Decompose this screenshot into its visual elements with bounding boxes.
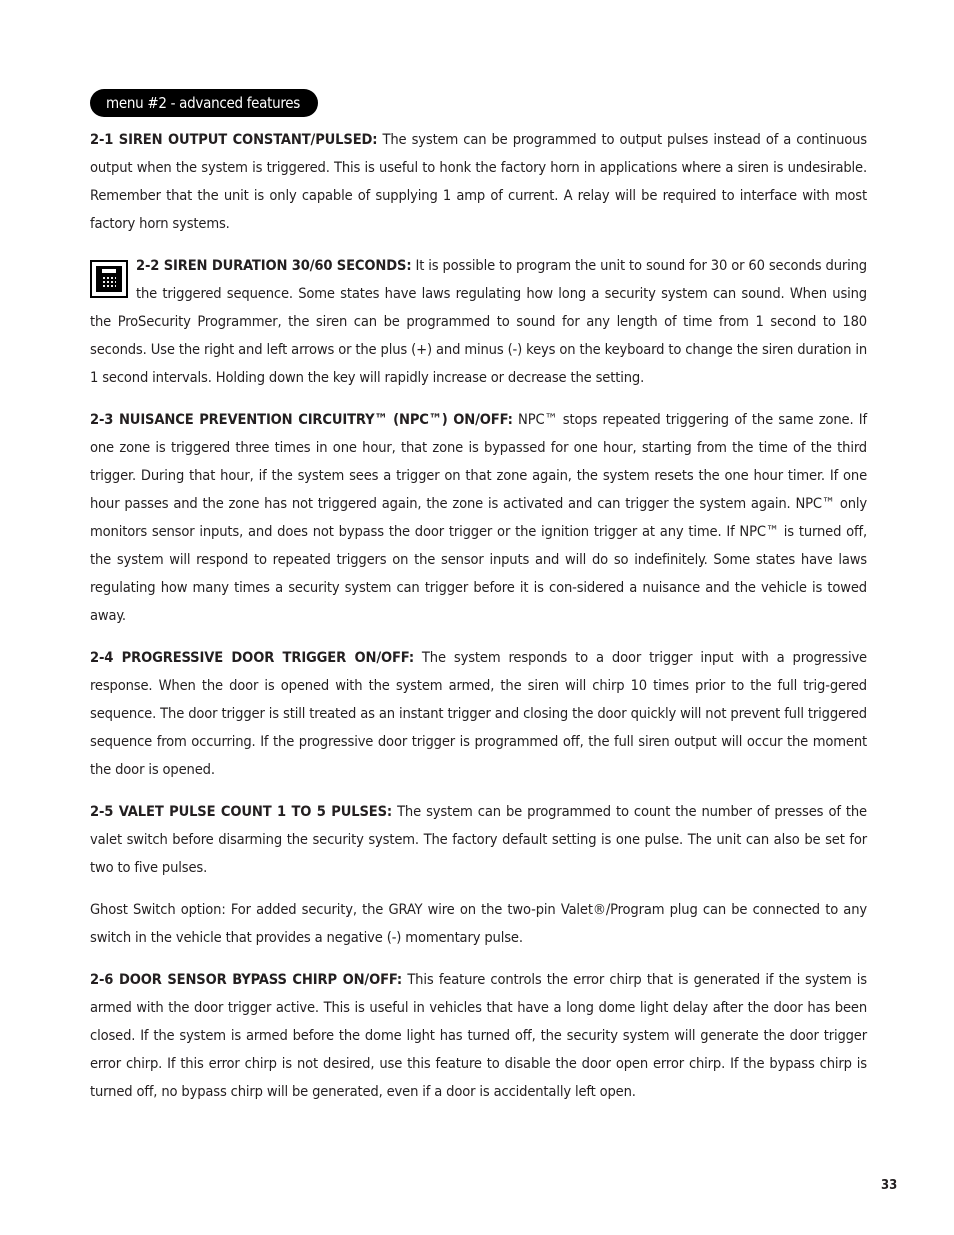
paragraph-2-6 xyxy=(90,966,867,1106)
heading-2-1: 2-1 SIREN OUTPUT CONSTANT/PULSED: xyxy=(90,131,378,148)
paragraph-2-4 xyxy=(90,644,867,784)
section-header: menu #2 - advanced features xyxy=(90,89,318,117)
paragraph-2-1 xyxy=(90,126,867,238)
body-2-1: The system can be programmed to output pulses instead of a continuous output when the system is triggered. This is useful to honk the factory horn in applications where a siren is undesirable. Remember that the unit is only capable of supplying 1 amp of current. A relay will be required to interface with most factory horn systems. xyxy=(90,131,867,232)
body-ghost-switch: Ghost Switch option: For added security, the GRAY wire on the two-pin Valet®/Program plug can be connected to any switch in the vehicle that provides a negative (-) momentary pulse. xyxy=(90,901,867,946)
body-2-4: The system responds to a door trigger input with a progressive response. When the door is opened with the system armed, the siren will chirp 10 times prior to the full trig-gered sequence. The door trigger is still treated as an instant trigger and closing the door quickly will not prevent full triggered sequence from occurring. If the progressive door trigger is programmed off, the full siren output will occur the moment the door is opened. xyxy=(90,649,867,778)
page-number: 33 xyxy=(881,1178,898,1193)
body-2-6: This feature controls the error chirp that is generated if the system is armed with the door trigger active. This is useful in vehicles that have a long dome light delay after the door has been closed. If the system is armed before the dome light has turned off, the security system will generate the door trigger error chirp. If this error chirp is not desired, use this feature to disable the door open error chirp. If the bypass chirp is turned off, no bypass chirp will be generated, even if a door is accidentally left open. xyxy=(90,971,867,1100)
paragraph-2-5 xyxy=(90,798,867,882)
heading-2-6: 2-6 DOOR SENSOR BYPASS CHIRP ON/OFF: xyxy=(90,971,403,988)
heading-2-4: 2-4 PROGRESSIVE DOOR TRIGGER ON/OFF: xyxy=(90,649,414,666)
document-body xyxy=(90,126,867,1120)
paragraph-2-3 xyxy=(90,406,867,630)
heading-2-3: 2-3 NUISANCE PREVENTION CIRCUITRY™ (NPC™) ON/OFF: xyxy=(90,411,513,428)
programmer-device-icon xyxy=(90,260,128,298)
paragraph-2-2 xyxy=(90,252,867,392)
heading-2-2: 2-2 SIREN DURATION 30/60 SECONDS: xyxy=(136,257,412,274)
body-2-5: The system can be programmed to count the number of presses of the valet switch before disarming the security system. The factory default setting is one pulse. The unit can also be set for two to five pulses. xyxy=(90,803,867,876)
body-2-2: It is possible to program the unit to sound for 30 or 60 seconds during the triggered sequence. Some states have laws regulating how long a security system can sound. When using the ProSecurity Programmer, the siren can be programmed to sound for any length of time from 1 second to 180 seconds. Use the right and left arrows or the plus (+) and minus (-) keys on the keyboard to change the siren duration in 1 second intervals. Holding down the key will rapidly increase or decrease the setting. xyxy=(90,257,867,386)
heading-2-5: 2-5 VALET PULSE COUNT 1 TO 5 PULSES: xyxy=(90,803,392,820)
paragraph-ghost-switch xyxy=(90,896,867,952)
body-2-3: NPC™ stops repeated triggering of the same zone. If one zone is triggered three times in one hour, that zone is bypassed for one hour, starting from the time of the third trigger. During that hour, if the system sees a trigger on that zone again, the system resets the one hour timer. If one hour passes and the zone has not triggered again, the zone is activated and can trigger the system again. NPC™ only monitors sensor inputs, and does not bypass the door trigger or the ignition trigger at any time. If NPC™ is turned off, the system will respond to repeated triggers on the sensor inputs and will do so indefinitely. Some states have laws regulating how many times a security system can trigger before it is con-sidered a nuisance and the vehicle is towed away. xyxy=(90,411,867,624)
